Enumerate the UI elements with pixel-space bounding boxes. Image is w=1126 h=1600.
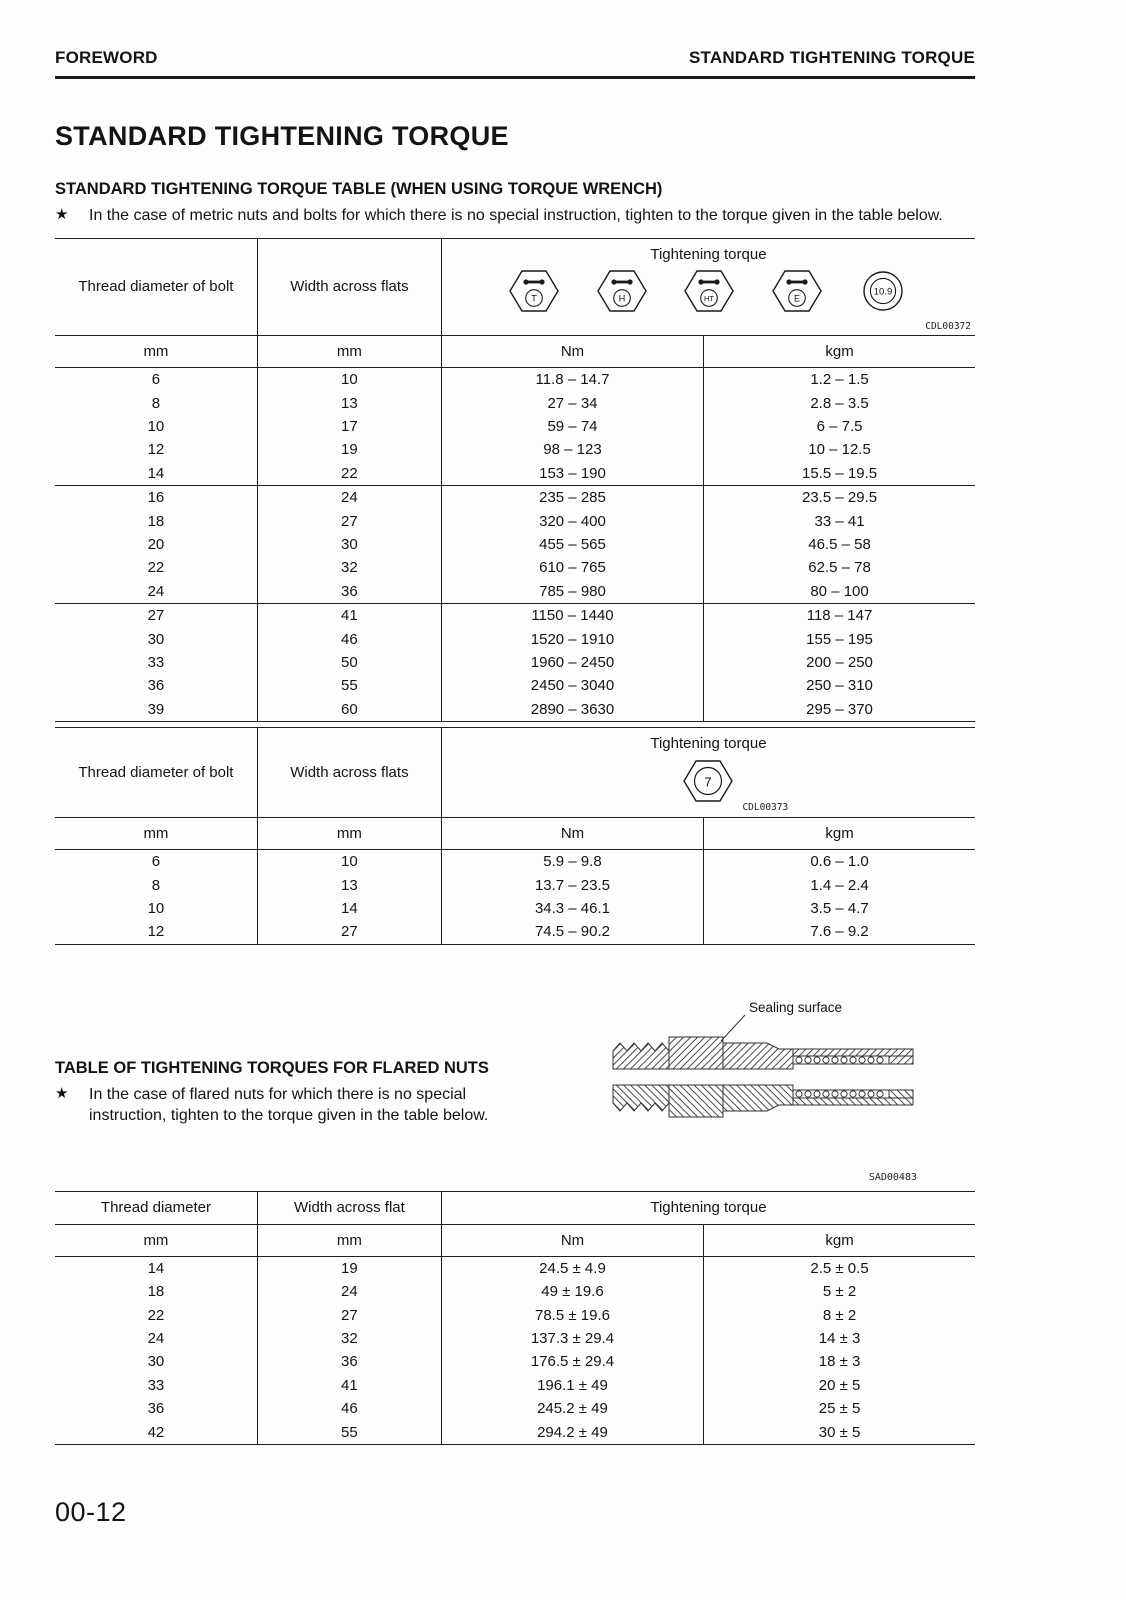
flared-nut-torque-table [55,1191,975,1445]
table-cell: 32 [257,556,441,579]
bolt-head-icons-row [446,266,971,313]
table-cell: 46 [257,1397,441,1420]
flared-nuts-section [55,997,975,1183]
table-row [55,674,975,697]
bolt-head-icon-e [772,269,822,313]
table-row [55,510,975,533]
table-units-row [55,1224,975,1256]
table-cell: 33 [55,1374,257,1397]
table-cell: 13.7 – 23.5 [441,874,703,897]
table-cell: 610 – 765 [441,556,703,579]
table-row [55,1304,975,1327]
bolt-head-icon-7 [683,758,733,804]
table-cell: 5 ± 2 [822,1283,857,1301]
table-cell: 59 – 74 [441,415,703,438]
table-row [55,556,975,579]
running-header [55,48,975,79]
col-header-width-across-flats: Width across flats [257,239,441,336]
table-cell: 12 [55,438,257,461]
table-cell: 30 [55,1350,257,1373]
unit-cell: kgm [704,336,975,368]
table-cell: 74.5 – 90.2 [441,920,703,944]
table-cell: 30 ± 5 [818,1423,861,1441]
table-row [55,1327,975,1350]
page-title: STANDARD TIGHTENING TORQUE [55,121,509,151]
table-cell: 27 – 34 [441,392,703,415]
flared-nut-table-body [55,1256,975,1444]
table-cell: 8 [55,392,257,415]
col-header-width-across-flats: Width across flats [257,728,441,818]
table-cell: 14 [257,897,441,920]
bolt-head-icon-t [509,269,559,313]
table-cell: 46.5 – 58 [808,535,871,553]
table-cell: 23.5 – 29.5 [704,486,975,510]
table-cell: 320 – 400 [441,510,703,533]
table-cell: 36 [257,1350,441,1373]
table-cell: 24 [257,486,441,510]
table-cell: 98 – 123 [441,438,703,461]
unit-cell: mm [257,336,441,368]
table-cell: 17 [257,415,441,438]
table-cell: 62.5 – 78 [808,559,871,577]
table-cell: 1520 – 1910 [441,628,703,651]
bolt-head-icons-row [446,755,971,804]
table-cell: 49 ± 19.6 [441,1280,703,1303]
table-cell: 200 – 250 [806,653,873,671]
table-row [55,1350,975,1373]
table-cell: 24.5 ± 4.9 [441,1256,703,1280]
table-header-row [55,1191,975,1224]
diagram-code: SAD00483 [868,1171,917,1183]
col-header-width-across-flat: Width across flat [257,1191,441,1224]
table-row [55,1280,975,1303]
table-row [55,850,975,874]
table-cell: 27 [257,510,441,533]
table-cell: 785 – 980 [441,580,703,604]
table-cell: 30 [55,628,257,651]
table-cell: 27 [257,920,441,944]
table-row [55,604,975,628]
table-row [55,651,975,674]
table-cell: 50 [257,651,441,674]
table-cell: 22 [257,462,441,486]
table-cell: 1960 – 2450 [441,651,703,674]
flared-nut-diagram-column [575,997,975,1183]
svg-text:E: E [793,293,800,304]
table-cell: 1.2 – 1.5 [704,368,975,392]
table-row [55,462,975,486]
table-cell: 10 [257,368,441,392]
table-cell: 250 – 310 [806,677,873,695]
unit-cell: mm [257,1224,441,1256]
table-cell: 10 [55,415,257,438]
table-cell: 33 – 41 [814,512,865,530]
unit-cell: Nm [441,818,703,850]
table-row [55,1397,975,1420]
bolt-head-icon-10-9 [859,269,907,313]
bolt-head-icon-h [597,269,647,313]
page-number: 00-12 [55,1497,127,1527]
svg-text:T: T [531,293,538,304]
table-row [55,438,975,461]
table-cell: 78.5 ± 19.6 [441,1304,703,1327]
table-row [55,874,975,897]
col-header-thread-diameter: Thread diameter [55,1191,257,1224]
table-cell: 42 [55,1421,257,1445]
section-note-torque-wrench [55,205,975,226]
table-cell: 10 – 12.5 [808,441,871,459]
table-cell: 39 [55,698,257,722]
table-row [55,920,975,944]
table-cell: 27 [257,1304,441,1327]
table-cell: 10 [257,850,441,874]
section-heading-flared-nuts: TABLE OF TIGHTENING TORQUES FOR FLARED NUTS [55,1058,489,1077]
table-cell: 22 [55,1304,257,1327]
table-row [55,533,975,556]
leader-line [721,1015,745,1041]
unit-cell: mm [55,1224,257,1256]
col-header-tightening-torque [441,728,975,818]
table-cell: 2.8 – 3.5 [810,394,869,412]
table-cell: 0.6 – 1.0 [704,850,975,874]
table-cell: 24 [55,1327,257,1350]
table-cell: 12 [55,920,257,944]
col-header-thread-diameter: Thread diameter of bolt [55,239,257,336]
table-header-row [55,239,975,336]
table-row [55,486,975,510]
fitting-cross-section-bottom [613,1085,913,1117]
table-cell: 30 [257,533,441,556]
table-cell: 153 – 190 [441,462,703,486]
table-cell: 245.2 ± 49 [441,1397,703,1420]
table-cell: 11.8 – 14.7 [441,368,703,392]
table-cell: 13 [257,874,441,897]
table-cell: 16 [55,486,257,510]
seven-mark-table-body [55,850,975,945]
table-cell: 60 [257,698,441,722]
svg-text:7: 7 [704,774,713,790]
figure-code: CDL00372 [925,321,971,333]
unit-cell: mm [257,818,441,850]
table-cell: 24 [257,1280,441,1303]
table-cell: 36 [55,674,257,697]
section-note-flared-nuts [55,1084,525,1126]
table-cell: 6 [55,850,257,874]
figure-code: CDL00373 [742,802,789,814]
table-cell: 32 [257,1327,441,1350]
table-row [55,392,975,415]
note-text: In the case of metric nuts and bolts for which there is no special instruction, tighten to the torque given in the table below. [89,207,943,224]
bolt-head-icon-ht [684,269,734,313]
table-cell: 137.3 ± 29.4 [441,1327,703,1350]
table-row [55,897,975,920]
seven-mark-torque-table [55,727,975,945]
table-cell: 22 [55,556,257,579]
running-header-left: FOREWORD [55,48,158,67]
table-cell: 2450 – 3040 [441,674,703,697]
tightening-torque-label: Tightening torque [650,735,767,753]
table-cell: 15.5 – 19.5 [802,464,878,482]
table-cell: 8 ± 2 [822,1306,857,1324]
table-cell: 155 – 195 [806,630,873,648]
unit-cell: Nm [441,336,703,368]
table-cell: 55 [257,1421,441,1445]
flared-fitting-diagram [607,997,975,1170]
torque-wrench-table [55,238,975,722]
table-cell: 24 [55,580,257,604]
col-header-thread-diameter: Thread diameter of bolt [55,728,257,818]
table-cell: 36 [257,580,441,604]
table-cell: 1.4 – 2.4 [810,876,869,894]
table-cell: 36 [55,1397,257,1420]
flared-nuts-text-column [55,1059,575,1126]
table-cell: 27 [55,604,257,628]
table-cell: 41 [257,604,441,628]
table-cell: 25 ± 5 [818,1400,861,1418]
unit-cell: kgm [704,1224,975,1256]
table-cell: 34.3 – 46.1 [441,897,703,920]
col-header-tightening-torque: Tightening torque [650,1199,767,1217]
table-cell: 7.6 – 9.2 [810,923,869,941]
table-cell: 80 – 100 [810,582,869,600]
table-cell: 14 ± 3 [818,1330,861,1348]
table-cell: 295 – 370 [806,700,873,718]
table-cell: 6 [55,368,257,392]
table-units-row [55,336,975,368]
table-row [55,1421,975,1445]
tightening-torque-label: Tightening torque [650,246,767,264]
table-cell: 19 [257,438,441,461]
table-cell: 10 [55,897,257,920]
table-cell: 18 [55,510,257,533]
table-units-row [55,818,975,850]
svg-text:H: H [618,293,626,304]
table-cell: 3.5 – 4.7 [810,900,869,918]
table-row [55,368,975,392]
table-cell: 196.1 ± 49 [441,1374,703,1397]
table-cell: 19 [257,1256,441,1280]
table-row [55,628,975,651]
table-cell: 2.5 ± 0.5 [704,1256,975,1280]
table-cell: 18 ± 3 [818,1353,861,1371]
table-cell: 6 – 7.5 [816,417,863,435]
table-cell: 33 [55,651,257,674]
table-cell: 18 [55,1280,257,1303]
table-cell: 235 – 285 [441,486,703,510]
star-bullet-icon: ★ [55,1084,69,1102]
table-cell: 8 [55,874,257,897]
sealing-surface-label: Sealing surface [749,999,843,1015]
table-cell: 46 [257,628,441,651]
table-cell: 5.9 – 9.8 [441,850,703,874]
table-cell: 14 [55,462,257,486]
table-cell: 118 – 147 [704,604,975,628]
table-cell: 20 ± 5 [818,1376,861,1394]
note-text: In the case of flared nuts for which there is no special instruction, tighten to the torque given in the table below. [89,1085,489,1124]
star-bullet-icon: ★ [55,206,69,223]
table-cell: 1150 – 1440 [441,604,703,628]
table-cell: 13 [257,392,441,415]
table-cell: 176.5 ± 29.4 [441,1350,703,1373]
section-heading-torque-wrench: STANDARD TIGHTENING TORQUE TABLE (WHEN USING TORQUE WRENCH) [55,180,663,198]
unit-cell: kgm [704,818,975,850]
table-row [55,1256,975,1280]
table-cell: 41 [257,1374,441,1397]
running-header-right: STANDARD TIGHTENING TORQUE [688,48,975,67]
table-row [55,415,975,438]
unit-cell: mm [55,336,257,368]
svg-text:10.9: 10.9 [874,286,893,298]
table-cell: 294.2 ± 49 [441,1421,703,1445]
table-cell: 2890 – 3630 [441,698,703,722]
svg-text:HT: HT [704,294,715,304]
table-row [55,580,975,604]
col-header-tightening-torque [441,239,975,336]
table-row [55,1374,975,1397]
table-cell: 14 [55,1256,257,1280]
unit-cell: Nm [441,1224,703,1256]
unit-cell: mm [55,818,257,850]
torque-wrench-table-body [55,368,975,722]
table-row [55,698,975,722]
table-header-row [55,728,975,818]
fitting-cross-section-top [613,1037,913,1069]
table-cell: 55 [257,674,441,697]
table-cell: 20 [55,533,257,556]
table-cell: 455 – 565 [441,533,703,556]
